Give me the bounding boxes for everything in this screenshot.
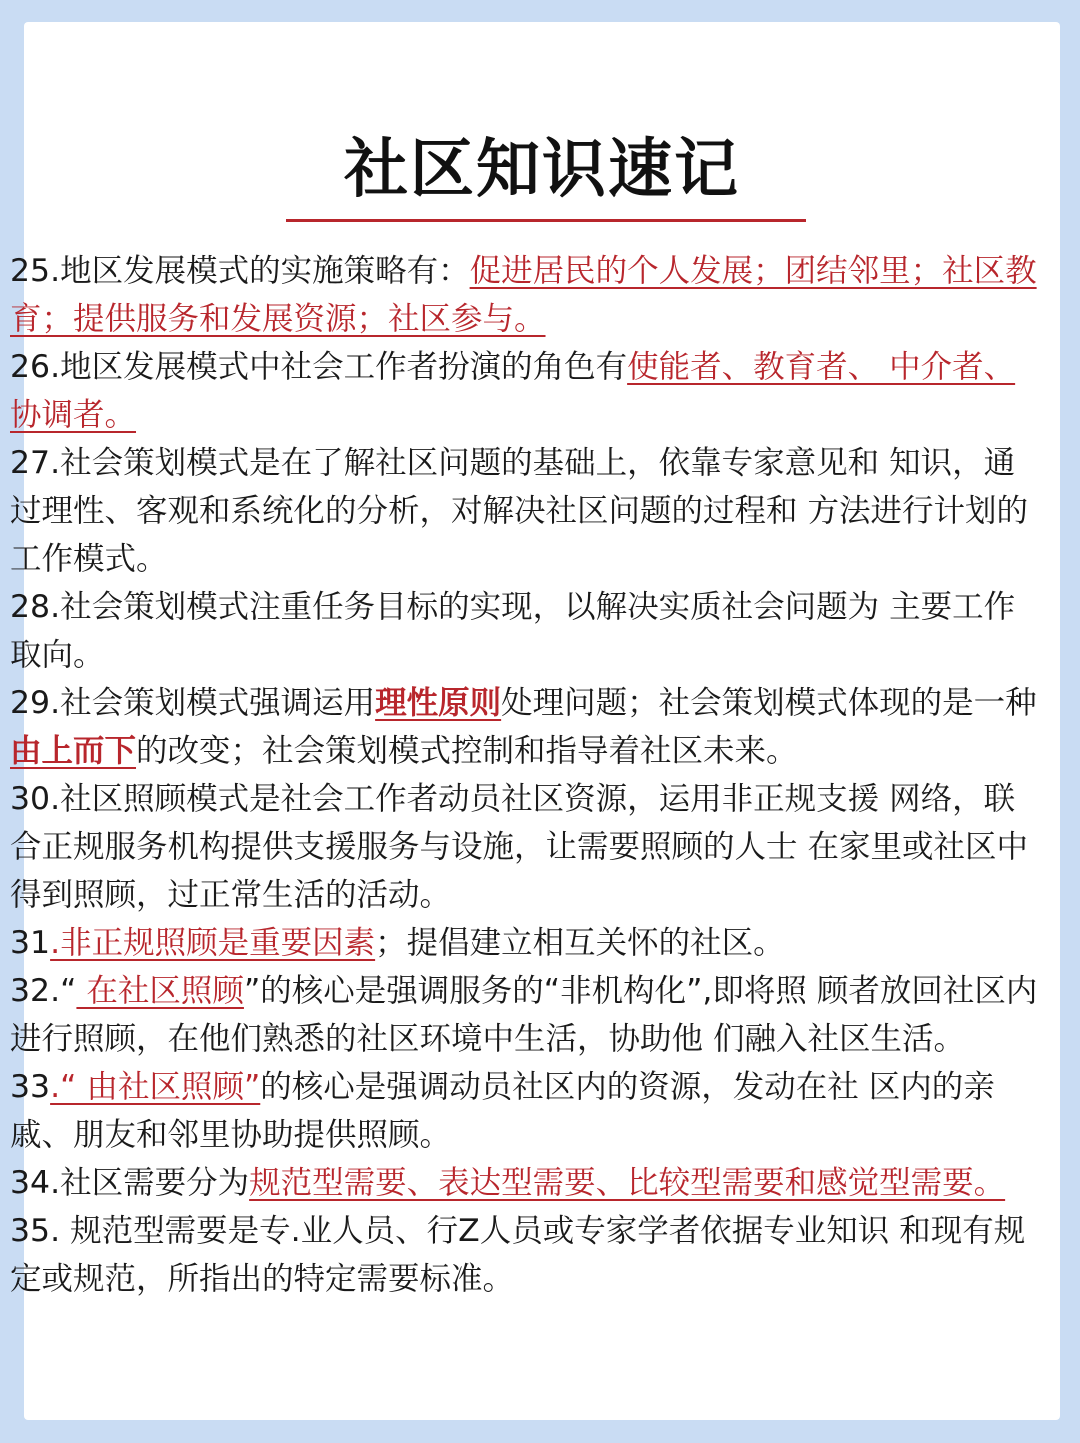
note-item [10, 439, 1040, 583]
note-text: 28.社会策划模式注重任务目标的实现，以解决实质社会问题为 主要工作取向。 [10, 589, 1016, 673]
note-text: 的改变；社会策划模式控制和指导着社区未来。 [136, 733, 798, 769]
note-text: 27.社会策划模式是在了解社区问题的基础上，依靠专家意见和 知识，通过理性、客观和系统化的分析，对解决社区问题的过程和 方法进行计划的工作模式。 [10, 445, 1029, 577]
note-text: 26.地区发展模式中社会工作者扮演的角色有 [10, 349, 628, 385]
note-text: 32.“ [10, 973, 77, 1009]
note-text: 34.社区需要分为 [10, 1165, 250, 1201]
note-item [10, 775, 1040, 919]
note-text: 30.社区照顾模式是社会工作者动员社区资源，运用非正规支援 网络，联合正规服务机构提供支援服务与设施，让需要照顾的人士 在家里或社区中得到照顾，过正常生活的活动。 [10, 781, 1029, 913]
note-text: 处理问题；社会策划模式体现的是一种 [501, 685, 1037, 721]
notes-list [10, 247, 1040, 1303]
highlighted-term: 促进居民的个人发展；团结邻里；社区教育；提供服务和发展资源；社区参与。 [10, 253, 1037, 337]
note-item [10, 583, 1040, 679]
note-text: ；提倡建立相互关怀的社区。 [375, 925, 785, 961]
note-text: 的核心是强调动员社区内的资源，发动在社 区内的亲戚、朋友和邻里协助提供照顾。 [10, 1069, 995, 1153]
highlighted-term: .非正规照顾是重要因素 [50, 925, 376, 961]
page-title: 社区知识速记 [344, 133, 740, 207]
highlighted-term: 理性原则 [375, 685, 502, 721]
highlighted-term: .“ 由社区照顾” [50, 1069, 261, 1105]
note-text: 35. 规范型需要是专.业人员、行Z人员或专家学者依据专业知识 和现有规定或规范，所指出的特定需要标准。 [10, 1213, 1026, 1297]
note-item [10, 679, 1040, 775]
note-text: 29.社会策划模式强调运用 [10, 685, 376, 721]
note-item [10, 1207, 1040, 1303]
note-text: 33 [10, 1069, 51, 1105]
title-underline [286, 219, 806, 222]
note-item [10, 1063, 1040, 1159]
highlighted-term: 规范型需要、表达型需要、比较型需要和感觉型需要。 [249, 1165, 1006, 1201]
highlighted-term: 由上而下 [10, 733, 137, 769]
note-text: 31 [10, 925, 51, 961]
highlighted-term: 在社区照顾 [76, 973, 244, 1009]
note-item [10, 247, 1040, 343]
note-text: 25.地区发展模式的实施策略有： [10, 253, 470, 289]
note-item [10, 967, 1040, 1063]
note-text: ”的核心是强调服务的“非机构化”,即将照 顾者放回社区内进行照顾，在他们熟悉的社区环境中生活，协助他 们融入社区生活。 [10, 973, 1038, 1057]
highlighted-term: 使能者、教育者、 中介者、协调者。 [10, 349, 1016, 433]
note-item [10, 1159, 1040, 1207]
note-item [10, 343, 1040, 439]
note-item [10, 919, 1040, 967]
